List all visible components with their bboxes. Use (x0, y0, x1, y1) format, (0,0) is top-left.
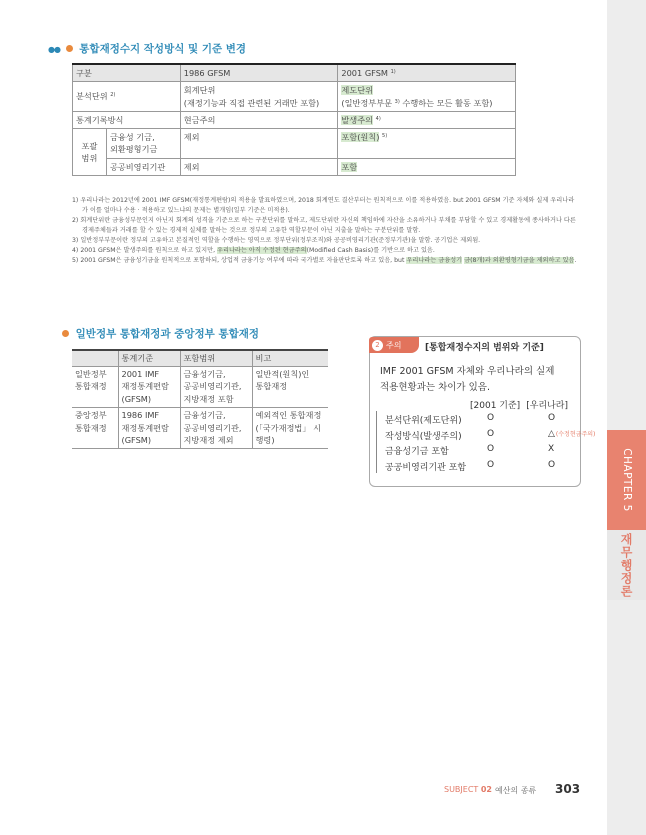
table-cell: 발생주의 $^{4)}$ (338, 111, 516, 128)
column-header-korea: [우리나라] (526, 401, 568, 411)
list-item: 금융성기금 포함 O X (385, 444, 555, 457)
header-cell: 비고 (252, 350, 328, 366)
sidebar (607, 0, 646, 835)
government-finance-table (72, 349, 328, 449)
table-cell: 중앙정부 통합재정 (72, 407, 118, 448)
header-cell-category: 구분 (73, 64, 181, 82)
row-label: 통계기록방식 (73, 111, 181, 128)
table-cell: 일반정부 통합재정 (72, 366, 118, 407)
table-row (73, 82, 516, 112)
table-cell: 금융성기금, 공공비영리기관, 지방재정 포함 (180, 366, 252, 407)
table-header-row (73, 64, 516, 82)
row-label-scope: 포괄 범위 (73, 129, 107, 176)
footnote-3: 3) 일반정부부문이란 정부의 고유하고 본질적인 역할을 수행하는 영역으로 정부단위(정부조직)와 공공비영리기관(준정부기관)을 말함. 공기업은 제외됨. (72, 237, 481, 244)
footnotes (72, 196, 580, 266)
header-cell: 통계기준 (118, 350, 180, 366)
header-cell-1986: 1986 GFSM (180, 64, 338, 82)
footnote-2: 2) 회계단위란 금융성부문인지 아닌지 회계의 성격을 기준으로 하는 구분단위를 말하고, 제도단위란 자신의 책임하에 자산을 소유하거나 부채를 부담할 수 있고 경제활동에 종사하거나 다른 경제주체들과 거래를 할 수 있는 경제적 실체를 말하는 것으로 정부의 고유한 역할부문이 아닌 지출을 말하는 구분단위를 말함. (72, 217, 576, 234)
table-row (72, 366, 328, 407)
caution-rows (376, 411, 596, 473)
section-heading-1 (48, 41, 246, 56)
caution-title: [통합재정수지의 범위와 기준] (425, 343, 544, 353)
bullet-icon (66, 45, 73, 52)
footnote-1: 1) 우리나라는 2012년에 2001 IMF GFSM(재정통계편람)의 적용을 발표하였으며, 2018 회계연도 결산부터는 원칙적으로 이를 적용하였음. but 2001 GFSM 기준 자체와 실제 우리나라가 이를 얼마나 수용 · 적용하고 있느냐의 문제는 별개임(일부 기준은 미적용). (72, 197, 575, 214)
caution-tag (369, 337, 419, 353)
caution-box (369, 336, 596, 487)
table-cell: 일반적(원칙)인 통합재정 (252, 366, 328, 407)
table-cell: 제외 (180, 158, 338, 175)
section-heading-2 (62, 326, 259, 341)
table-row (73, 129, 516, 159)
list-item: 작성방식(발생주의) O △(수정현금주의) (385, 428, 596, 442)
table-cell: 제도단위 (일반정부부문 $^{3)}$ 수행하는 모든 활동 포함) (338, 82, 516, 112)
table-cell: 포함 (338, 158, 516, 175)
caution-number: 2 (372, 340, 383, 351)
chapter-title: 재무행정론 (619, 532, 633, 598)
page-number: 303 (555, 782, 581, 796)
caution-body: IMF 2001 GFSM 자체와 우리나라의 실제 적용현황과는 차이가 있음. (380, 366, 555, 393)
table-row (72, 407, 328, 448)
header-cell: 포함범위 (180, 350, 252, 366)
bullet-icon (62, 330, 69, 337)
table-cell: 회계단위 (재정기능과 직접 관련된 거래만 포함) (180, 82, 338, 112)
column-header-2001: [2001 기준] (470, 401, 521, 411)
header-cell (72, 350, 118, 366)
table-row (73, 158, 516, 175)
table-cell: 2001 IMF 재정통계편람 (GFSM) (118, 366, 180, 407)
list-item: 분석단위(제도단위) O O (385, 413, 556, 426)
row-sublabel: 금융성 기금, 외환평형기금 (106, 129, 180, 159)
row-sublabel: 공공비영리기관 (106, 158, 180, 175)
list-item: 공공비영리기관 포함 O O (385, 459, 556, 473)
footnote-5: 5) 2001 GFSM은 금융성기금을 원칙적으로 포함하되, 상업적 금융기능 여부에 따라 국가별로 자율판단토록 하고 있음, but 우리나라는 금융성기 금(8개)과 외환평형기금을 제외하고 있음. (72, 257, 577, 264)
section-title-2: 일반정부 통합재정과 중앙정부 통합재정 (75, 328, 260, 340)
caution-label: 주의 (386, 340, 402, 350)
dots-icon: ●● (48, 45, 60, 54)
table-header-row (72, 350, 328, 366)
chapter-title-box (607, 530, 646, 600)
footer-chapter-title: 예산의 종류 (495, 786, 537, 795)
table-cell: 예외적인 통합재정 (「국가재정법」 시 행령) (252, 407, 328, 448)
section-title-1: 통합재정수지 작성방식 및 기준 변경 (79, 43, 247, 55)
row-label: 분석단위 $^{2)}$ (73, 82, 181, 112)
chapter-label-box (607, 430, 646, 530)
table-cell: 포함(원칙) $^{5)}$ (338, 129, 516, 159)
footer-subject: SUBJECT 02 (444, 785, 492, 794)
table-row (73, 111, 516, 128)
caution-column-headers (470, 398, 574, 411)
header-cell-2001: 2001 GFSM $^{1)}$ (338, 64, 516, 82)
chapter-tab (607, 430, 646, 598)
table-cell: 현금주의 (180, 111, 338, 128)
table-cell: 1986 IMF 재정통계편람 (GFSM) (118, 407, 180, 448)
table-cell: 제외 (180, 129, 338, 159)
footnote-4: 4) 2001 GFSM은 발생주의를 원칙으로 하고 있지만, 우리나라는 아직 수정된 현금주의(Modified Cash Basis)를 기반으로 하고 있음. (72, 247, 435, 254)
chapter-label: CHAPTER 5 (620, 448, 633, 512)
table-cell: 금융성기금, 공공비영리기관, 지방재정 제외 (180, 407, 252, 448)
gfsm-comparison-table (72, 63, 516, 176)
